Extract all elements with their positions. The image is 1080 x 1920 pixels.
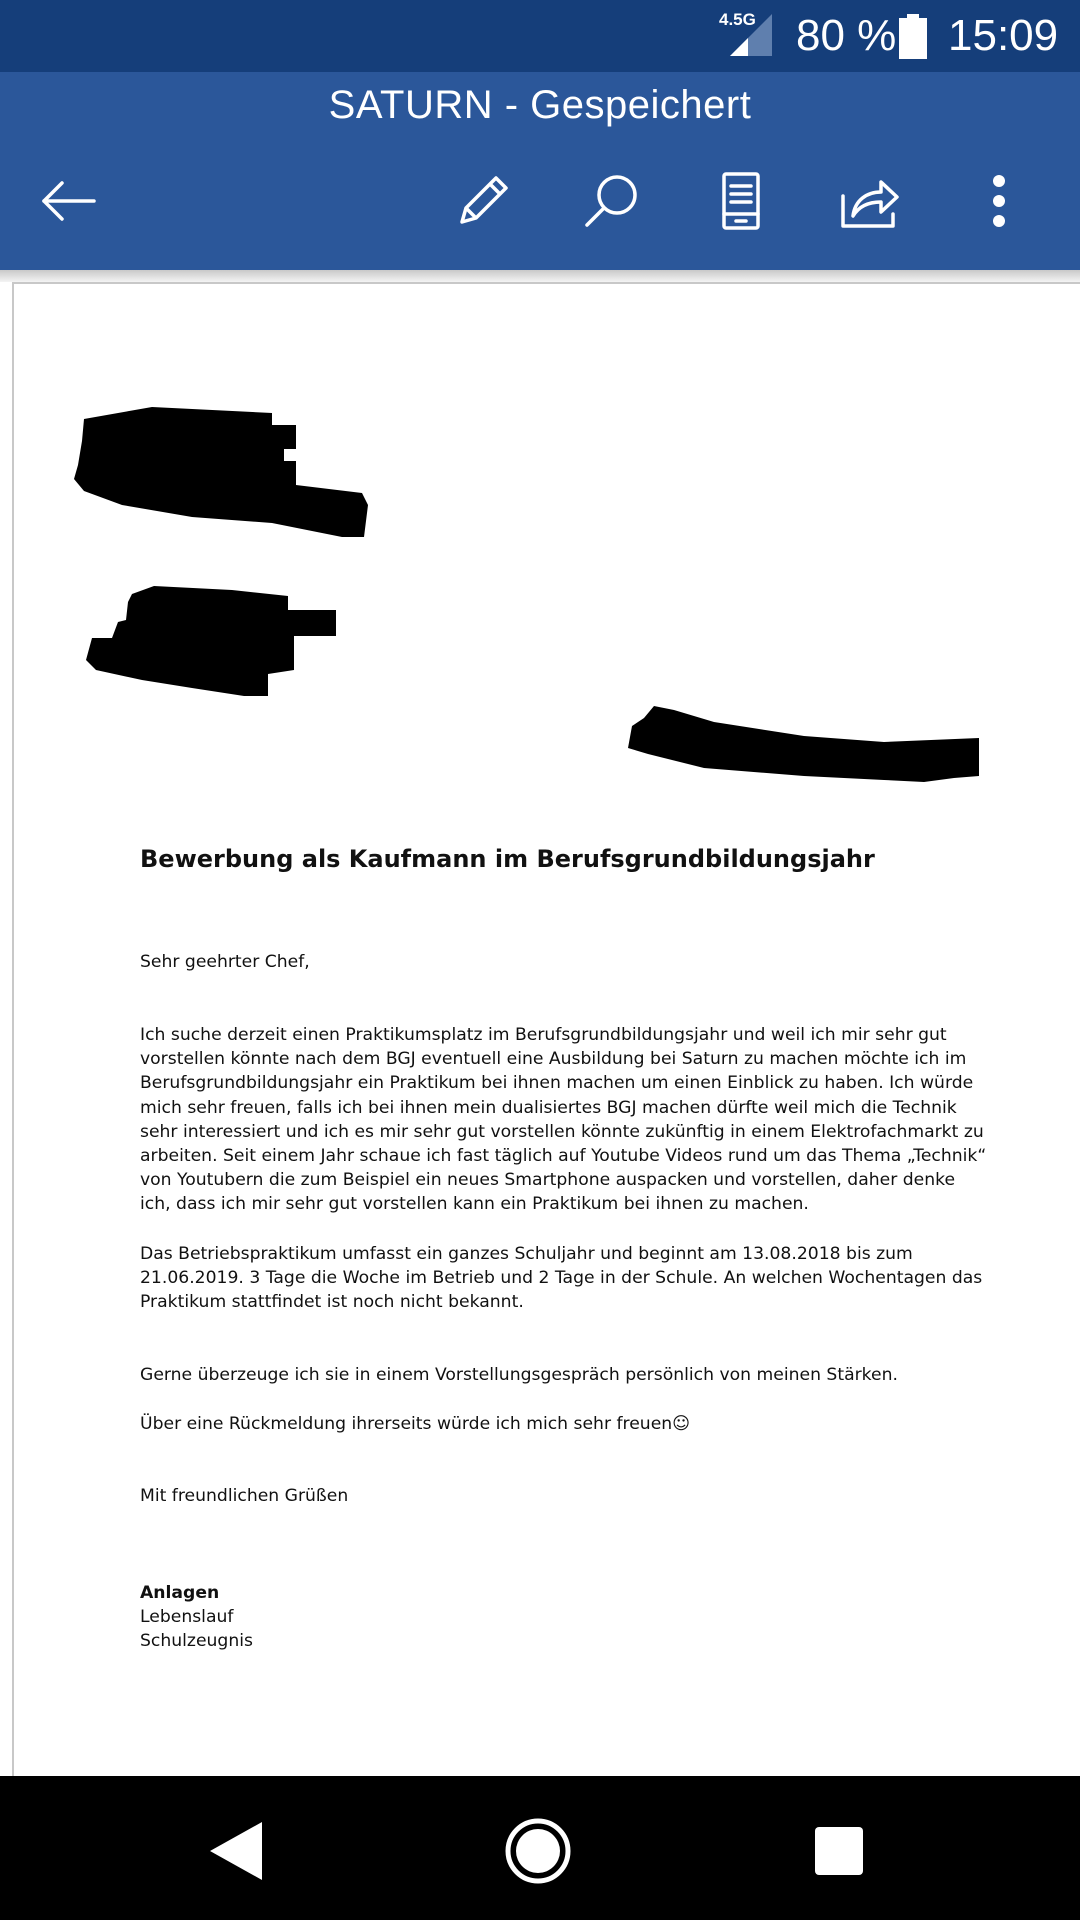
body-paragraph-4: Über eine Rückmeldung ihrerseits würde ich mich sehr freuen☺ [140, 1414, 691, 1434]
redacted-recipient-address [82, 582, 352, 712]
attachment-item: Schulzeugnis [140, 1631, 253, 1651]
redacted-sender-address [72, 399, 372, 549]
mobile-view-icon [710, 170, 772, 232]
more-vert-icon [968, 170, 1030, 232]
nav-home-button[interactable] [505, 1818, 571, 1884]
attachment-item: Lebenslauf [140, 1607, 234, 1627]
battery-percent: 80 % [796, 11, 897, 60]
network-type: 4.5G [719, 10, 756, 29]
share-icon [839, 170, 901, 232]
nav-recents-button[interactable] [806, 1818, 872, 1884]
nav-back-button[interactable] [206, 1818, 272, 1884]
search-icon [581, 170, 643, 232]
attachments-heading: Anlagen [140, 1583, 220, 1603]
pencil-icon [452, 170, 514, 232]
redacted-date [624, 696, 984, 806]
status-bar [0, 0, 1080, 72]
toolbar-shadow [0, 270, 1080, 282]
more-options-button[interactable] [968, 170, 1030, 232]
back-arrow-icon [38, 170, 100, 232]
body-paragraph-2: Das Betriebspraktikum umfasst ein ganzes Schuljahr und beginnt am 13.08.2018 bis zum 21.06.2019. 3 Tage die Woche im Betrieb und 2 Tage in der Schule. An welchen Wochentagen das Praktikum stattfindet ist noch nicht bekannt. [140, 1244, 983, 1313]
signal-icon [728, 12, 774, 58]
nav-back-icon [206, 1818, 272, 1884]
mobile-view-button[interactable] [710, 170, 772, 232]
nav-recents-icon [806, 1818, 872, 1884]
navigation-bar [0, 1776, 1080, 1920]
salutation: Sehr geehrter Chef, [140, 952, 310, 972]
clock: 15:09 [948, 11, 1059, 60]
battery-icon [898, 14, 928, 60]
nav-home-icon [505, 1818, 571, 1884]
edit-button[interactable] [452, 170, 514, 232]
share-button[interactable] [839, 170, 901, 232]
body-paragraph-3: Gerne überzeuge ich sie in einem Vorstellungsgespräch persönlich von meinen Stärken. [140, 1365, 898, 1385]
document-page[interactable] [12, 282, 1080, 1778]
document-title: SATURN - Gespeichert [328, 83, 752, 127]
closing: Mit freundlichen Grüßen [140, 1486, 349, 1506]
search-button[interactable] [581, 170, 643, 232]
body-paragraph-1: Ich suche derzeit einen Praktikumsplatz im Berufsgrundbildungsjahr und weil ich mir sehr gut vorstellen könnte nach dem BGJ eventuell eine Ausbildung bei Saturn zu machen möchte ich im Berufsgrundbildungsjahr ein Praktikum bei ihnen machen um einen Einblick zu haben. Ich würde mich sehr freuen, falls ich bei ihnen mein dualisiertes BGJ machen dürfte weil mich die Technik sehr interessiert und ich es mir sehr gut vorstellen könnte zukünftig in einem Elektrofachmarkt zu arbeiten. Seit einem Jahr schaue ich fast täglich auf Youtube Videos rund um das Thema „Technik“ von Youtubern die zum Beispiel ein neues Smartphone auspacken und vorstellen, daher denke ich, dass ich mir sehr gut vorstellen kann ein Praktikum bei ihnen zu machen. [140, 1025, 987, 1215]
subject-line: Bewerbung als Kaufmann im Berufsgrundbildungsjahr [140, 845, 875, 873]
back-button[interactable] [38, 170, 100, 232]
app-bar [0, 72, 1080, 270]
